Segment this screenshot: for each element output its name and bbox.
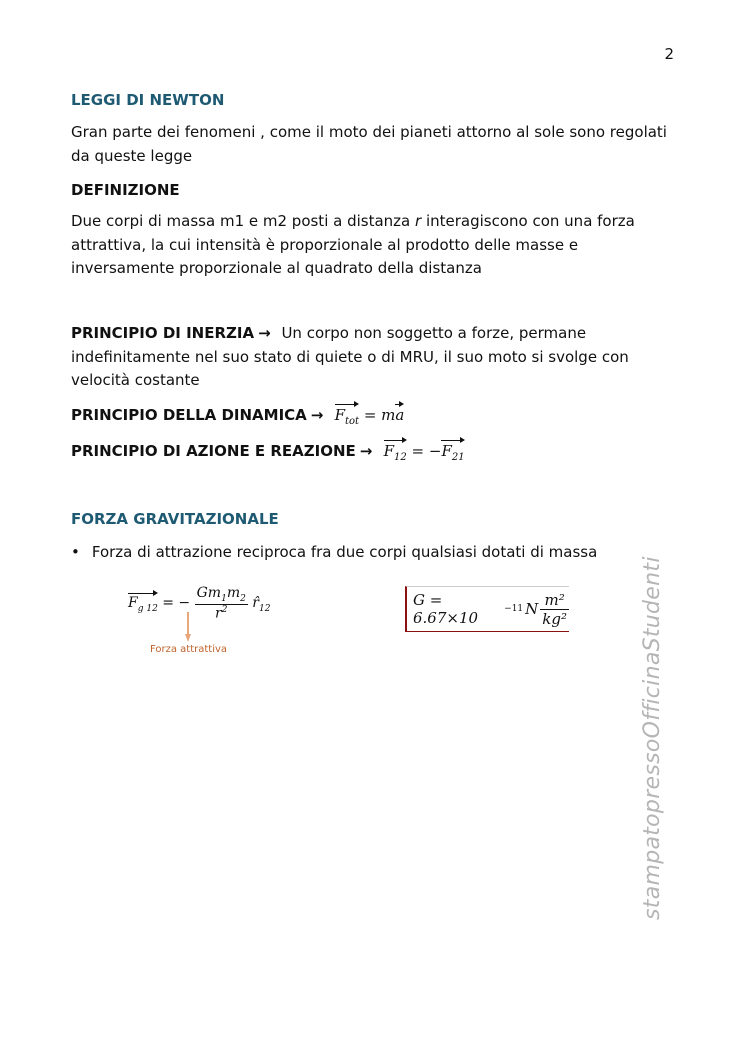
inertia-text: Un corpo non soggetto a forze, permane indefinitamente nel suo stato di quiete o di MRU, il suo moto si svolge con velocità costante (71, 324, 629, 389)
newton-intro: Gran parte dei fenomeni , come il moto dei pianeti attorno al sole sono regolati da queste legge (71, 123, 667, 165)
arrow-caption: Forza attrattiva (150, 644, 228, 655)
page-number: 2 (664, 45, 674, 63)
action-label: PRINCIPIO DI AZIONE E REAZIONE (71, 442, 356, 460)
definition-text (71, 210, 671, 281)
g-value: G = 6.67×10 (413, 591, 479, 627)
definition-text-2: interagiscono con una forza attrattiva, la cui intensità è proporzionale al prodotto delle masse e inversamente proporzionale al quadrato della distanza (71, 212, 635, 277)
section-title-gravity: FORZA GRAVITAZIONALE (71, 510, 279, 528)
down-arrow-icon (185, 612, 191, 642)
definition-text-1: Due corpi di massa m1 e m2 posti a distanza (71, 212, 416, 230)
g-unit: N (525, 600, 539, 618)
inertia-label: PRINCIPIO DI INERZIA (71, 324, 255, 342)
dynamics-label: PRINCIPIO DELLA DINAMICA (71, 406, 307, 424)
definition-var: r (415, 212, 422, 230)
bullet-icon: • (71, 543, 80, 561)
g-denominator: kg² (542, 609, 567, 628)
g-numerator: m² (540, 591, 569, 610)
inertia-principle (71, 322, 671, 393)
dynamics-formula: $F_{tot}$ = ma (334, 406, 405, 427)
gravity-bullet-text: Forza di attrazione reciproca fra due corpi qualsiasi dotati di massa (91, 543, 598, 561)
action-reaction-principle (71, 442, 465, 463)
g-exponent: −11 (504, 604, 524, 614)
gravity-formula: $F_{g 12}$ = − $\frac{Gm_1m_2}{r^2}$ $r̂_{12}$ (128, 585, 271, 622)
action-formula: $F_{12} = -F_{21}$ (383, 442, 465, 463)
arrow-icon: → (258, 324, 271, 342)
section-title-newton: LEGGI DI NEWTON (71, 91, 225, 109)
gravitational-constant (405, 586, 569, 632)
definition-title: DEFINIZIONE (71, 181, 180, 199)
dynamics-principle (71, 406, 404, 427)
list-item (71, 543, 597, 561)
arrow-icon: → (359, 442, 373, 460)
arrow-icon: → (310, 406, 324, 424)
watermark: stampatopressoOfficinaStudenti (640, 556, 665, 920)
